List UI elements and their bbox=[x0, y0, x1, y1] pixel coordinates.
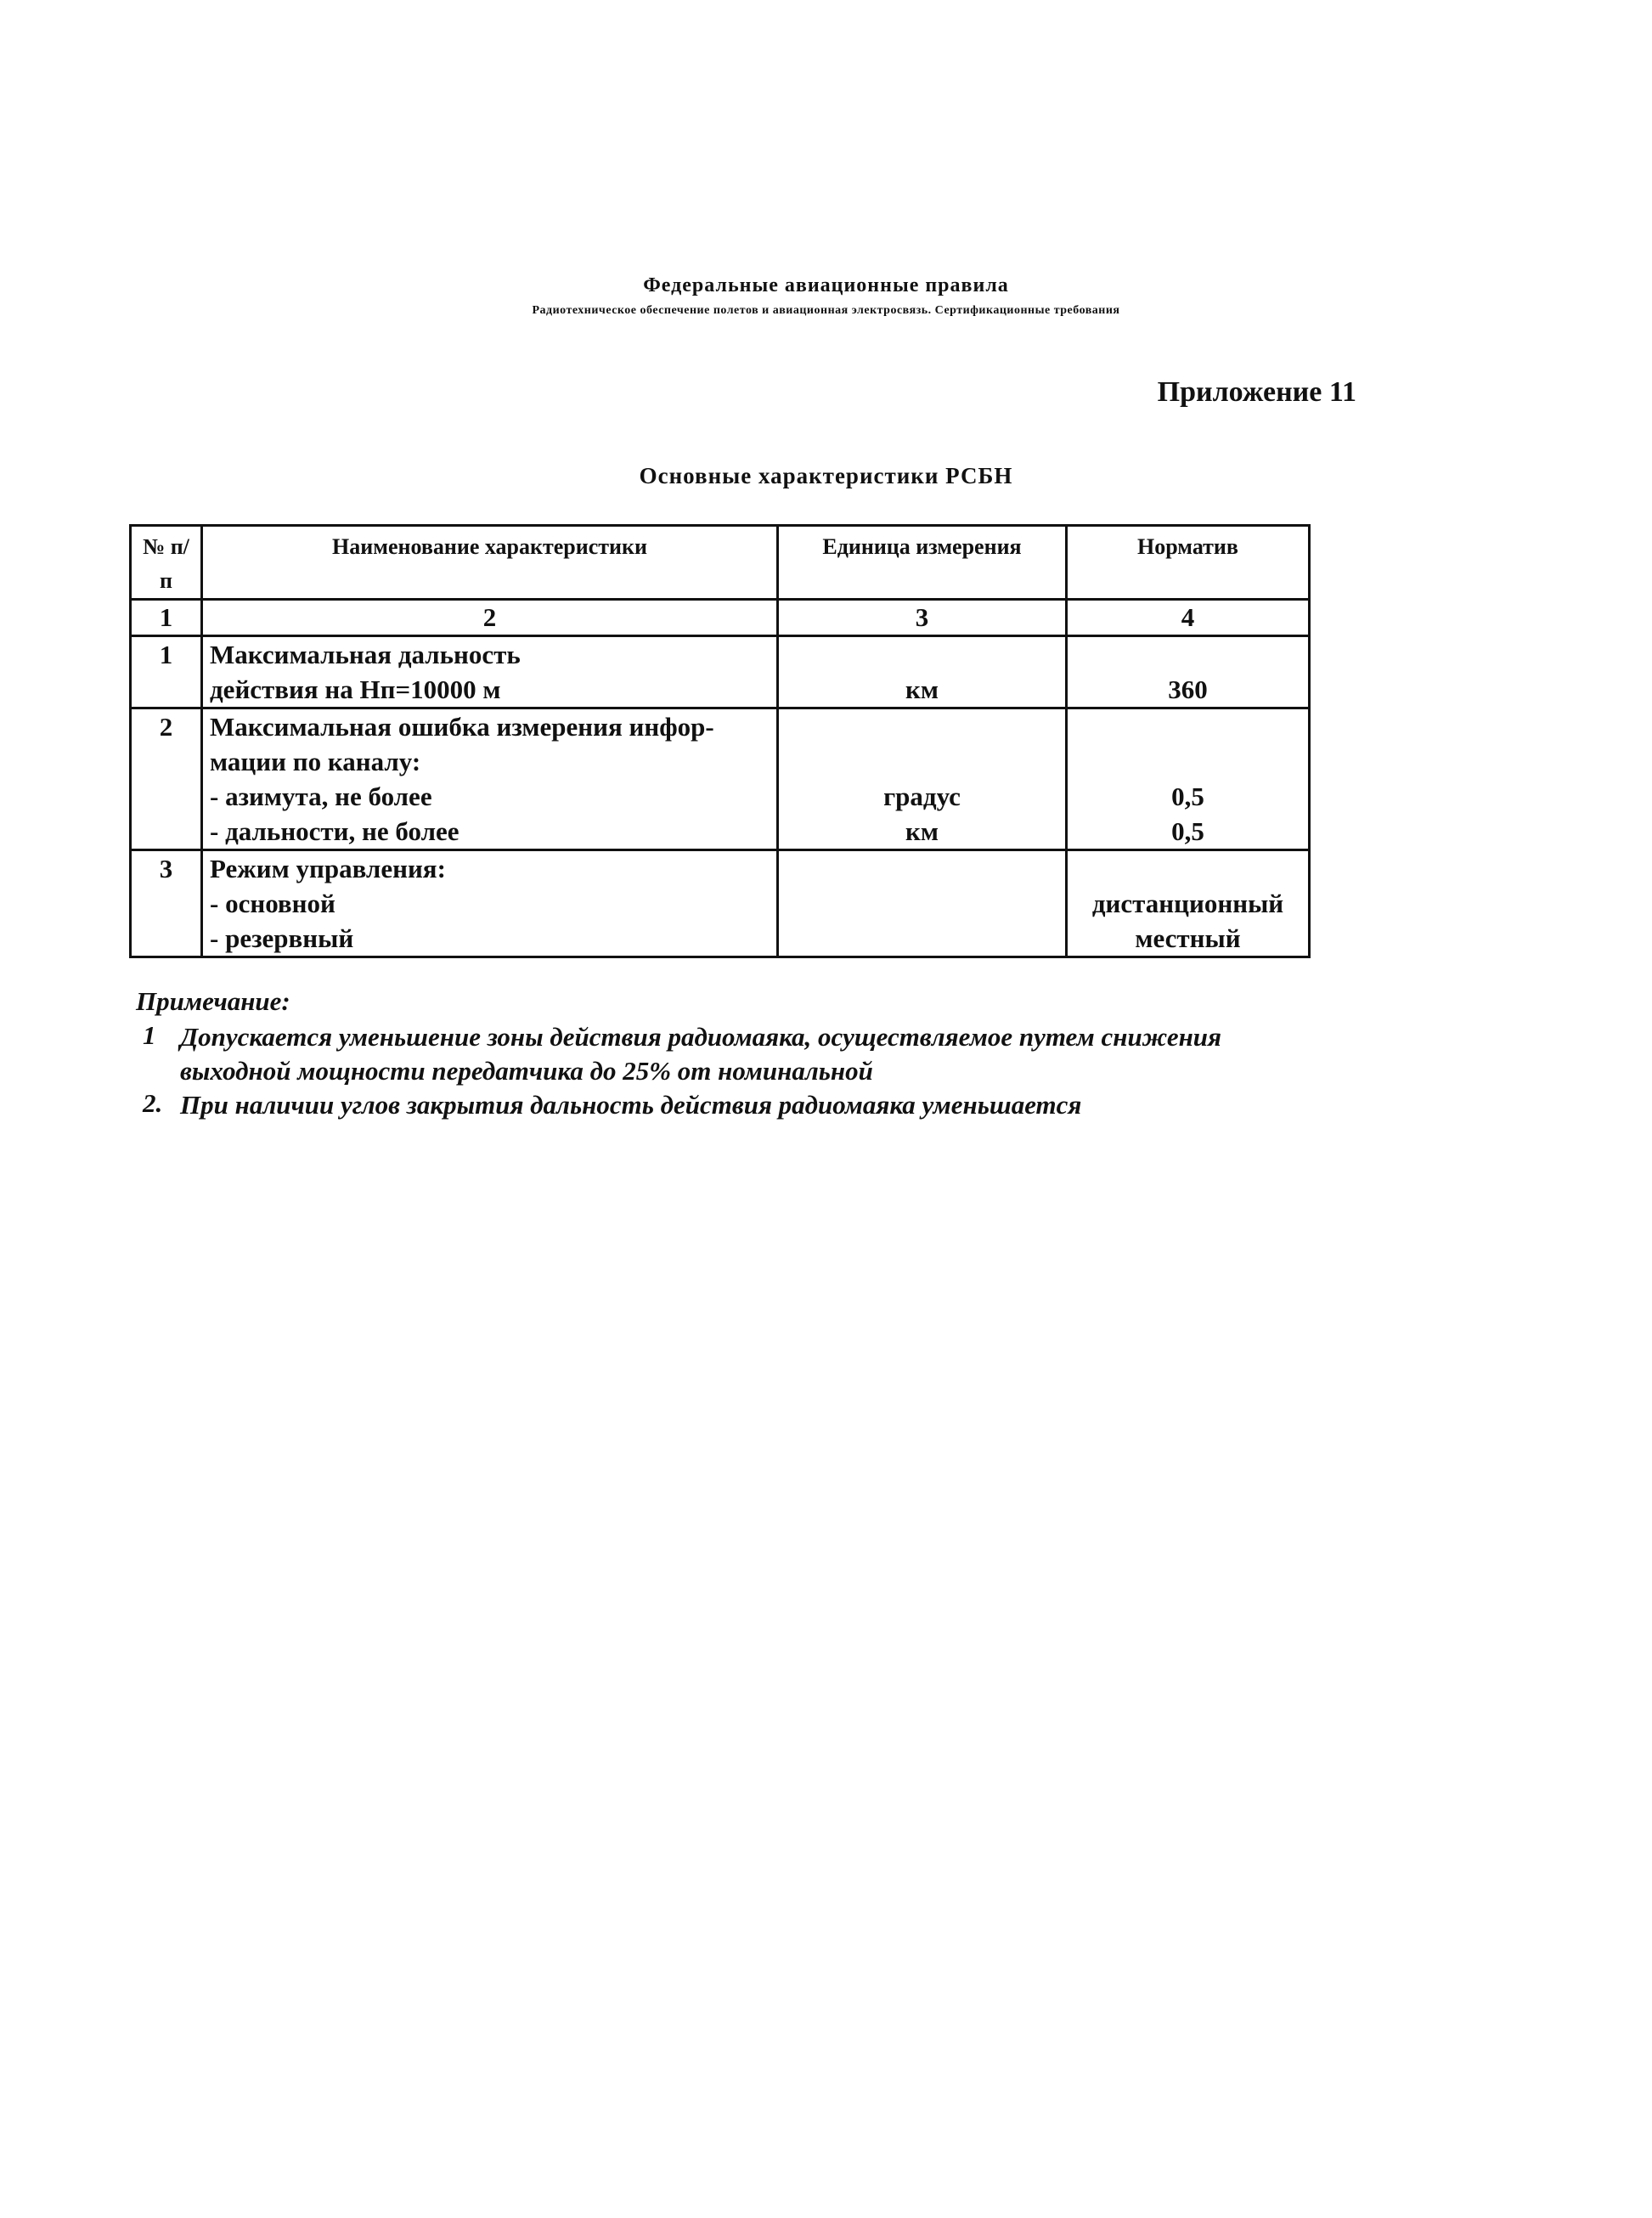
characteristic-name bbox=[202, 850, 778, 957]
note-line: выходной мощности передатчика до 25% от номинальной bbox=[180, 1056, 873, 1086]
column-number: 3 bbox=[778, 600, 1067, 636]
unit-line bbox=[786, 637, 1058, 672]
norm-line bbox=[1074, 744, 1301, 779]
norm-line: 0,5 bbox=[1171, 782, 1204, 811]
norm-line: 0,5 bbox=[1171, 816, 1204, 846]
unit-line bbox=[786, 886, 1058, 921]
column-number-row bbox=[131, 600, 1310, 636]
norm-cell bbox=[1067, 708, 1310, 850]
norm-cell bbox=[1067, 850, 1310, 957]
row-number: 1 bbox=[131, 636, 202, 708]
note-line: Допускается уменьшение зоны действия радиомаяка, осуществляемое путем снижения bbox=[180, 1022, 1222, 1052]
unit-line: км bbox=[905, 674, 939, 704]
name-line: мации по каналу: bbox=[210, 747, 421, 776]
unit-line: км bbox=[905, 816, 939, 846]
name-line: - азимута, не более bbox=[210, 782, 432, 811]
name-line: Максимальная ошибка измерения инфор- bbox=[210, 712, 714, 742]
table-row bbox=[131, 708, 1310, 850]
name-line: Максимальная дальность bbox=[210, 640, 521, 669]
unit-line bbox=[786, 709, 1058, 744]
unit-line bbox=[786, 851, 1058, 886]
norm-line: местный bbox=[1135, 923, 1241, 953]
characteristic-name bbox=[202, 636, 778, 708]
appendix-label: Приложение 11 bbox=[1157, 376, 1356, 408]
notes-title: Примечание: bbox=[136, 986, 290, 1016]
note-item bbox=[136, 1088, 1221, 1122]
unit-cell bbox=[778, 636, 1067, 708]
name-line: - резервный bbox=[210, 923, 354, 953]
unit-line: градус bbox=[883, 782, 961, 811]
table-row bbox=[131, 636, 1310, 708]
table-header-row bbox=[131, 526, 1310, 600]
specifications-table bbox=[129, 524, 1311, 958]
note-item bbox=[136, 1020, 1221, 1088]
norm-line bbox=[1074, 637, 1301, 672]
characteristic-name bbox=[202, 708, 778, 850]
note-line: При наличии углов закрытия дальность действия радиомаяка уменьшается bbox=[180, 1090, 1082, 1120]
name-line: действия на Нп=10000 м bbox=[210, 674, 501, 704]
table-row bbox=[131, 850, 1310, 957]
unit-line bbox=[786, 744, 1058, 779]
column-number: 4 bbox=[1067, 600, 1310, 636]
document-header: Федеральные авиационные правила bbox=[643, 274, 1009, 296]
name-line: - основной bbox=[210, 889, 335, 918]
column-number: 1 bbox=[131, 600, 202, 636]
note-number: 1 bbox=[143, 1020, 156, 1050]
row-number: 3 bbox=[131, 850, 202, 957]
notes-section bbox=[136, 983, 1221, 1122]
row-number: 2 bbox=[131, 708, 202, 850]
table-title: Основные характеристики РСБН bbox=[639, 463, 1013, 488]
norm-line bbox=[1074, 709, 1301, 744]
unit-cell bbox=[778, 850, 1067, 957]
unit-cell bbox=[778, 708, 1067, 850]
norm-line: дистанционный bbox=[1091, 889, 1284, 918]
column-header-norm: Норматив bbox=[1067, 526, 1310, 600]
norm-line: 360 bbox=[1168, 674, 1208, 704]
norm-cell bbox=[1067, 636, 1310, 708]
document-subheader: Радиотехническое обеспечение полетов и авиационная электросвязь. Сертификационные требования bbox=[532, 304, 1120, 317]
name-line: Режим управления: bbox=[210, 854, 446, 883]
column-header-name: Наименование характеристики bbox=[202, 526, 778, 600]
unit-line bbox=[786, 921, 1058, 956]
column-header-number: № п/п bbox=[131, 526, 202, 600]
column-number: 2 bbox=[202, 600, 778, 636]
column-header-unit: Единица измерения bbox=[778, 526, 1067, 600]
name-line: - дальности, не более bbox=[210, 816, 460, 846]
note-number: 2. bbox=[143, 1088, 163, 1118]
norm-line bbox=[1074, 851, 1301, 886]
